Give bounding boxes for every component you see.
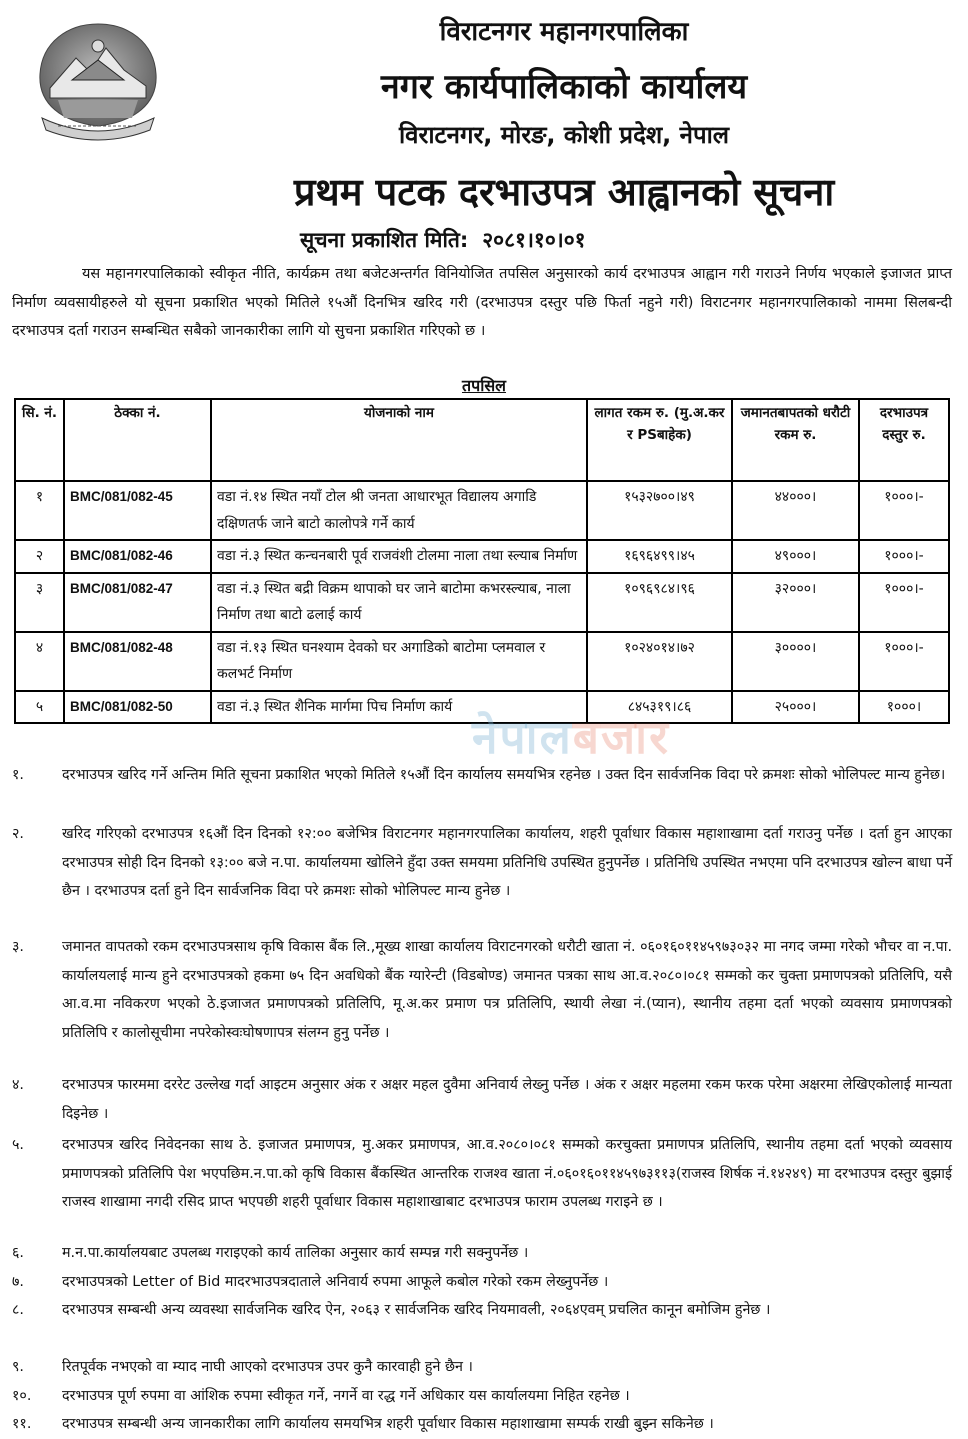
list-item (12, 1382, 952, 1411)
cell-cost: १६९६४९९।४५ (587, 540, 732, 573)
watermark-part2: बजार (572, 710, 670, 764)
published-date-line (300, 226, 586, 254)
cell-name: वडा नं.१३ स्थित घनश्याम देवको घर अगाडिको बाटोमा प्लमवाल र कलभर्ट निर्माण (211, 632, 587, 691)
published-label: सूचना प्रकाशित मिति: (300, 228, 469, 252)
watermark-part1: नेपाल (472, 710, 573, 764)
cell-sn: ३ (15, 573, 64, 632)
note-number: ६. (12, 1245, 24, 1261)
office-address: विराटनगर, मोरङ, कोशी प्रदेश, नेपाल (398, 121, 730, 149)
cell-name: वडा नं.१४ स्थित नयाँ टोल श्री जनता आधारभूत विद्यालय अगाडि दक्षिणतर्फ जाने बाटो कालोपत्रे गर्ने कार्य (211, 481, 587, 540)
cell-code: BMC/081/082-47 (64, 573, 211, 632)
note-number: ८. (12, 1302, 24, 1318)
cell-fee: १०००।- (859, 540, 949, 573)
note-number: ११. (12, 1416, 32, 1432)
cell-fee: १०००। (859, 691, 949, 724)
note-text: जमानत वापतको रकम दरभाउपत्रसाथ कृषि विकास बैंक लि.,मूख्य शाखा कार्यालय विराटनगरको धरौटी खाता नं. ०६०१६०११४५९७३०३२ मा नगद जम्मा गरेको भौचर वा न.पा. कार्यालयलाई मान्य हुने दरभाउपत्रको हकमा ७५ दिन अवधिको बैंक ग्यारेन्टी (विडबोण्ड) जमानत पत्रका साथ आ.व.२०८०।०८१ सम्मको कर चुक्ता प्रमाणपत्रको प्रतिलिपि, यसै आ.व.मा नविकरण भएको ठे.इजाजत प्रमाणपत्रको प्रतिलिपि, मू.अ.कर प्रमाण पत्र प्रतिलिपि, स्थायी लेखा नं.(प्यान), स्थानीय तहमा दर्ता भएको व्यवसाय प्रमाणपत्रको प्रतिलिपि र कालोसूचीमा नपरेकोस्वःघोषणापत्र संलग्न हुनु पर्नेछ । (62, 939, 952, 1041)
col-deposit: जमानतबापतको धरौटी रकम रु. (732, 399, 859, 481)
cell-code: BMC/081/082-46 (64, 540, 211, 573)
cell-fee: १०००।- (859, 481, 949, 540)
list-item (12, 1131, 952, 1239)
table-header-row (15, 399, 949, 481)
cell-fee: १०००।- (859, 632, 949, 691)
cell-code: BMC/081/082-48 (64, 632, 211, 691)
note-text: दरभाउपत्र खरिद गर्ने अन्तिम मिति सूचना प्रकाशित भएको मितिले १५औं दिन कार्यालय समयभित्र रहनेछ । उक्त दिन सार्वजनिक विदा परे क्रमशः सोको भोलिपल्ट मान्य हुनेछ। (62, 767, 946, 783)
nepal-emblem-icon (28, 18, 168, 146)
list-item (12, 1296, 952, 1353)
cell-name: वडा नं.३ स्थित शैनिक मार्गमा पिच निर्माण कार्य (211, 691, 587, 724)
cell-deposit: ४४०००। (732, 481, 859, 540)
note-text: दरभाउपत्र सम्बन्धी अन्य जानकारीका लागि कार्यालय समयभित्र शहरी पूर्वाधार विकास महाशाखामा सम्पर्क राखी बुझ्न सकिनेछ । (62, 1416, 714, 1432)
list-item (12, 1410, 952, 1439)
note-number: १०. (12, 1387, 32, 1404)
intro-paragraph: यस महानगरपालिकाको स्वीकृत नीति, कार्यक्रम तथा बजेटअन्तर्गत विनियोजित तपसिल अनुसारको कार्य दरभाउपत्र आह्वान गरी गराउने निर्णय भएकाले इजाजत प्राप्त निर्माण व्यवसायीहरुले यो सूचना प्रकाशित भएको मितिले १५औं दिनभित्र खरिद गरी (दरभाउपत्र दस्तुर पछि फिर्ता नहुने गरी) विराटनगर महानगरपालिकाको नाममा सिलबन्दी दरभाउपत्र दर्ता गराउन सम्बन्धित सबैको जानकारीका लागि यो सुचना प्रकाशित गरिएको छ । (12, 266, 952, 339)
cell-cost: १५३२७००।४९ (587, 481, 732, 540)
col-code: ठेक्का नं. (64, 399, 211, 481)
published-date: २०८१।१०।०१ (482, 228, 586, 252)
note-text: रितपूर्वक नभएको वा म्याद नाघी आएको दरभाउपत्र उपर कुनै कारवाही हुने छैन । (62, 1359, 473, 1375)
cell-name: वडा नं.३ स्थित कन्चनबारी पूर्व राजवंशी टोलमा नाला तथा स्ल्याब निर्माण (211, 540, 587, 573)
note-number: ४. (12, 1077, 24, 1093)
cell-cost: १०९६९८४।९६ (587, 573, 732, 632)
note-text: दरभाउपत्र पूर्ण रुपमा वा आंशिक रुपमा स्वीकृत गर्ने, नगर्ने वा रद्ध गर्ने अधिकार यस कार्यालयमा निहित रहनेछ । (62, 1387, 630, 1404)
col-sn: सि. नं. (15, 399, 64, 481)
cell-fee: १०००।- (859, 573, 949, 632)
note-number: ३. (12, 939, 24, 955)
notice-title: प्रथम पटक दरभाउपत्र आह्वानको सूचना (293, 170, 835, 214)
note-number: २. (12, 826, 24, 842)
note-text: दरभाउपत्र खरिद निवेदनका साथ ठे. इजाजत प्रमाणपत्र, मु.अकर प्रमाणपत्र, आ.व.२०८०।०८१ सम्मको करचुक्ता प्रमाणपत्र प्रतिलिपि, स्थानीय तहमा दर्ता भएको व्यवसाय प्रमाणपत्रको प्रतिलिपि पेश भएपछिम.न.पा.को कृषि विकास बैंकस्थित आन्तरिक राजश्व खाता नं.०६०१६०११४५९७३११३(राजस्व शिर्षक नं.१४२४९) मा दरभाउपत्र दस्तुर बुझाई राजस्व शाखामा नगदी रसिद प्राप्त भएपछी शहरी पूर्वाधार विकास महाशाखाबाट दरभाउपत्र फाराम उपलब्ध गराइने छ । (62, 1137, 952, 1210)
table-row (15, 573, 949, 632)
cell-sn: ४ (15, 632, 64, 691)
note-number: ९. (12, 1359, 24, 1375)
table-row (15, 540, 949, 573)
note-number: ७. (12, 1273, 24, 1290)
note-text: दरभाउपत्र फारममा दररेट उल्लेख गर्दा आइटम अनुसार अंक र अक्षर महल दुवैमा अनिवार्य लेख्नु पर्नेछ । अंक र अक्षर महलमा रकम फरक परेमा अक्षरमा लेखिएकोलाई मान्यता दिइनेछ । (62, 1077, 952, 1122)
list-item (12, 1239, 952, 1268)
cell-sn: ५ (15, 691, 64, 724)
note-text: म.न.पा.कार्यालयबाट उपलब्ध गराइएको कार्य तालिका अनुसार कार्य सम्पन्न गरी सक्नुपर्नेछ । (62, 1245, 529, 1261)
watermark (472, 705, 670, 767)
table-row (15, 632, 949, 691)
cell-code: BMC/081/082-45 (64, 481, 211, 540)
note-number: १. (12, 767, 24, 783)
note-text: खरिद गरिएको दरभाउपत्र १६औं दिन दिनको १२:०० बजेभित्र विराटनगर महानगरपालिका कार्यालय, शहरी पूर्वाधार विकास महाशाखामा दर्ता गराउनु पर्नेछ । दर्ता हुन आएका दरभाउपत्र सोही दिन दिनको १३:०० बजे न.पा. कार्यालयमा खोलिने हुँदा उक्त समयमा प्रतिनिधि उपस्थित हुनुपर्नेछ । प्रतिनिधि उपस्थित नभएमा पनि दरभाउपत्र खोल्न बाधा पर्ने छैन । दरभाउपत्र दर्ता हुने दिन सार्वजनिक विदा परे क्रमशः सोको भोलिपल्ट मान्य हुनेछ । (62, 826, 953, 899)
list-item (12, 933, 952, 1068)
col-name: योजनाको नाम (211, 399, 587, 481)
bid-table (14, 398, 950, 724)
list-item (12, 820, 952, 930)
col-fee: दरभाउपत्र दस्तुर रु. (859, 399, 949, 481)
cell-deposit: ३२०००। (732, 573, 859, 632)
cell-sn: २ (15, 540, 64, 573)
list-item (12, 1353, 952, 1382)
notes-list (12, 761, 952, 1439)
cell-deposit: २५०००। (732, 691, 859, 724)
table-row (15, 481, 949, 540)
col-cost: लागत रकम रु. (मु.अ.कर र PSबाहेक) (587, 399, 732, 481)
cell-cost: १०२४०१४।७२ (587, 632, 732, 691)
list-item (12, 1071, 952, 1128)
list-item (12, 1268, 952, 1297)
cell-code: BMC/081/082-50 (64, 691, 211, 724)
office-name: नगर कार्यपालिकाको कार्यालय (380, 67, 748, 107)
list-item (12, 761, 952, 817)
schedule-caption: तपसिल (461, 376, 507, 395)
note-text: दरभाउपत्र सम्बन्धी अन्य व्यवस्था सार्वजनिक खरिद ऐन, २०६३ र सार्वजनिक खरिद नियमावली, २०६४एवम् प्रचलित कानून बमोजिम हुनेछ । (62, 1302, 771, 1318)
note-text: दरभाउपत्रको Letter of Bid मादरभाउपत्रदाताले अनिवार्य रुपमा आफूले कबोल गरेको रकम लेख्नुपर्नेछ । (62, 1273, 609, 1290)
cell-deposit: ४९०००। (732, 540, 859, 573)
cell-sn: १ (15, 481, 64, 540)
cell-cost: ८४५३१९।८६ (587, 691, 732, 724)
cell-name: वडा नं.३ स्थित बद्री विक्रम थापाको घर जाने बाटोमा कभरस्ल्याब, नाला निर्माण तथा बाटो ढलाई कार्य (211, 573, 587, 632)
cell-deposit: ३००००। (732, 632, 859, 691)
municipality-name: विराटनगर महानगरपालिका (439, 17, 689, 47)
note-number: ५. (12, 1137, 24, 1153)
